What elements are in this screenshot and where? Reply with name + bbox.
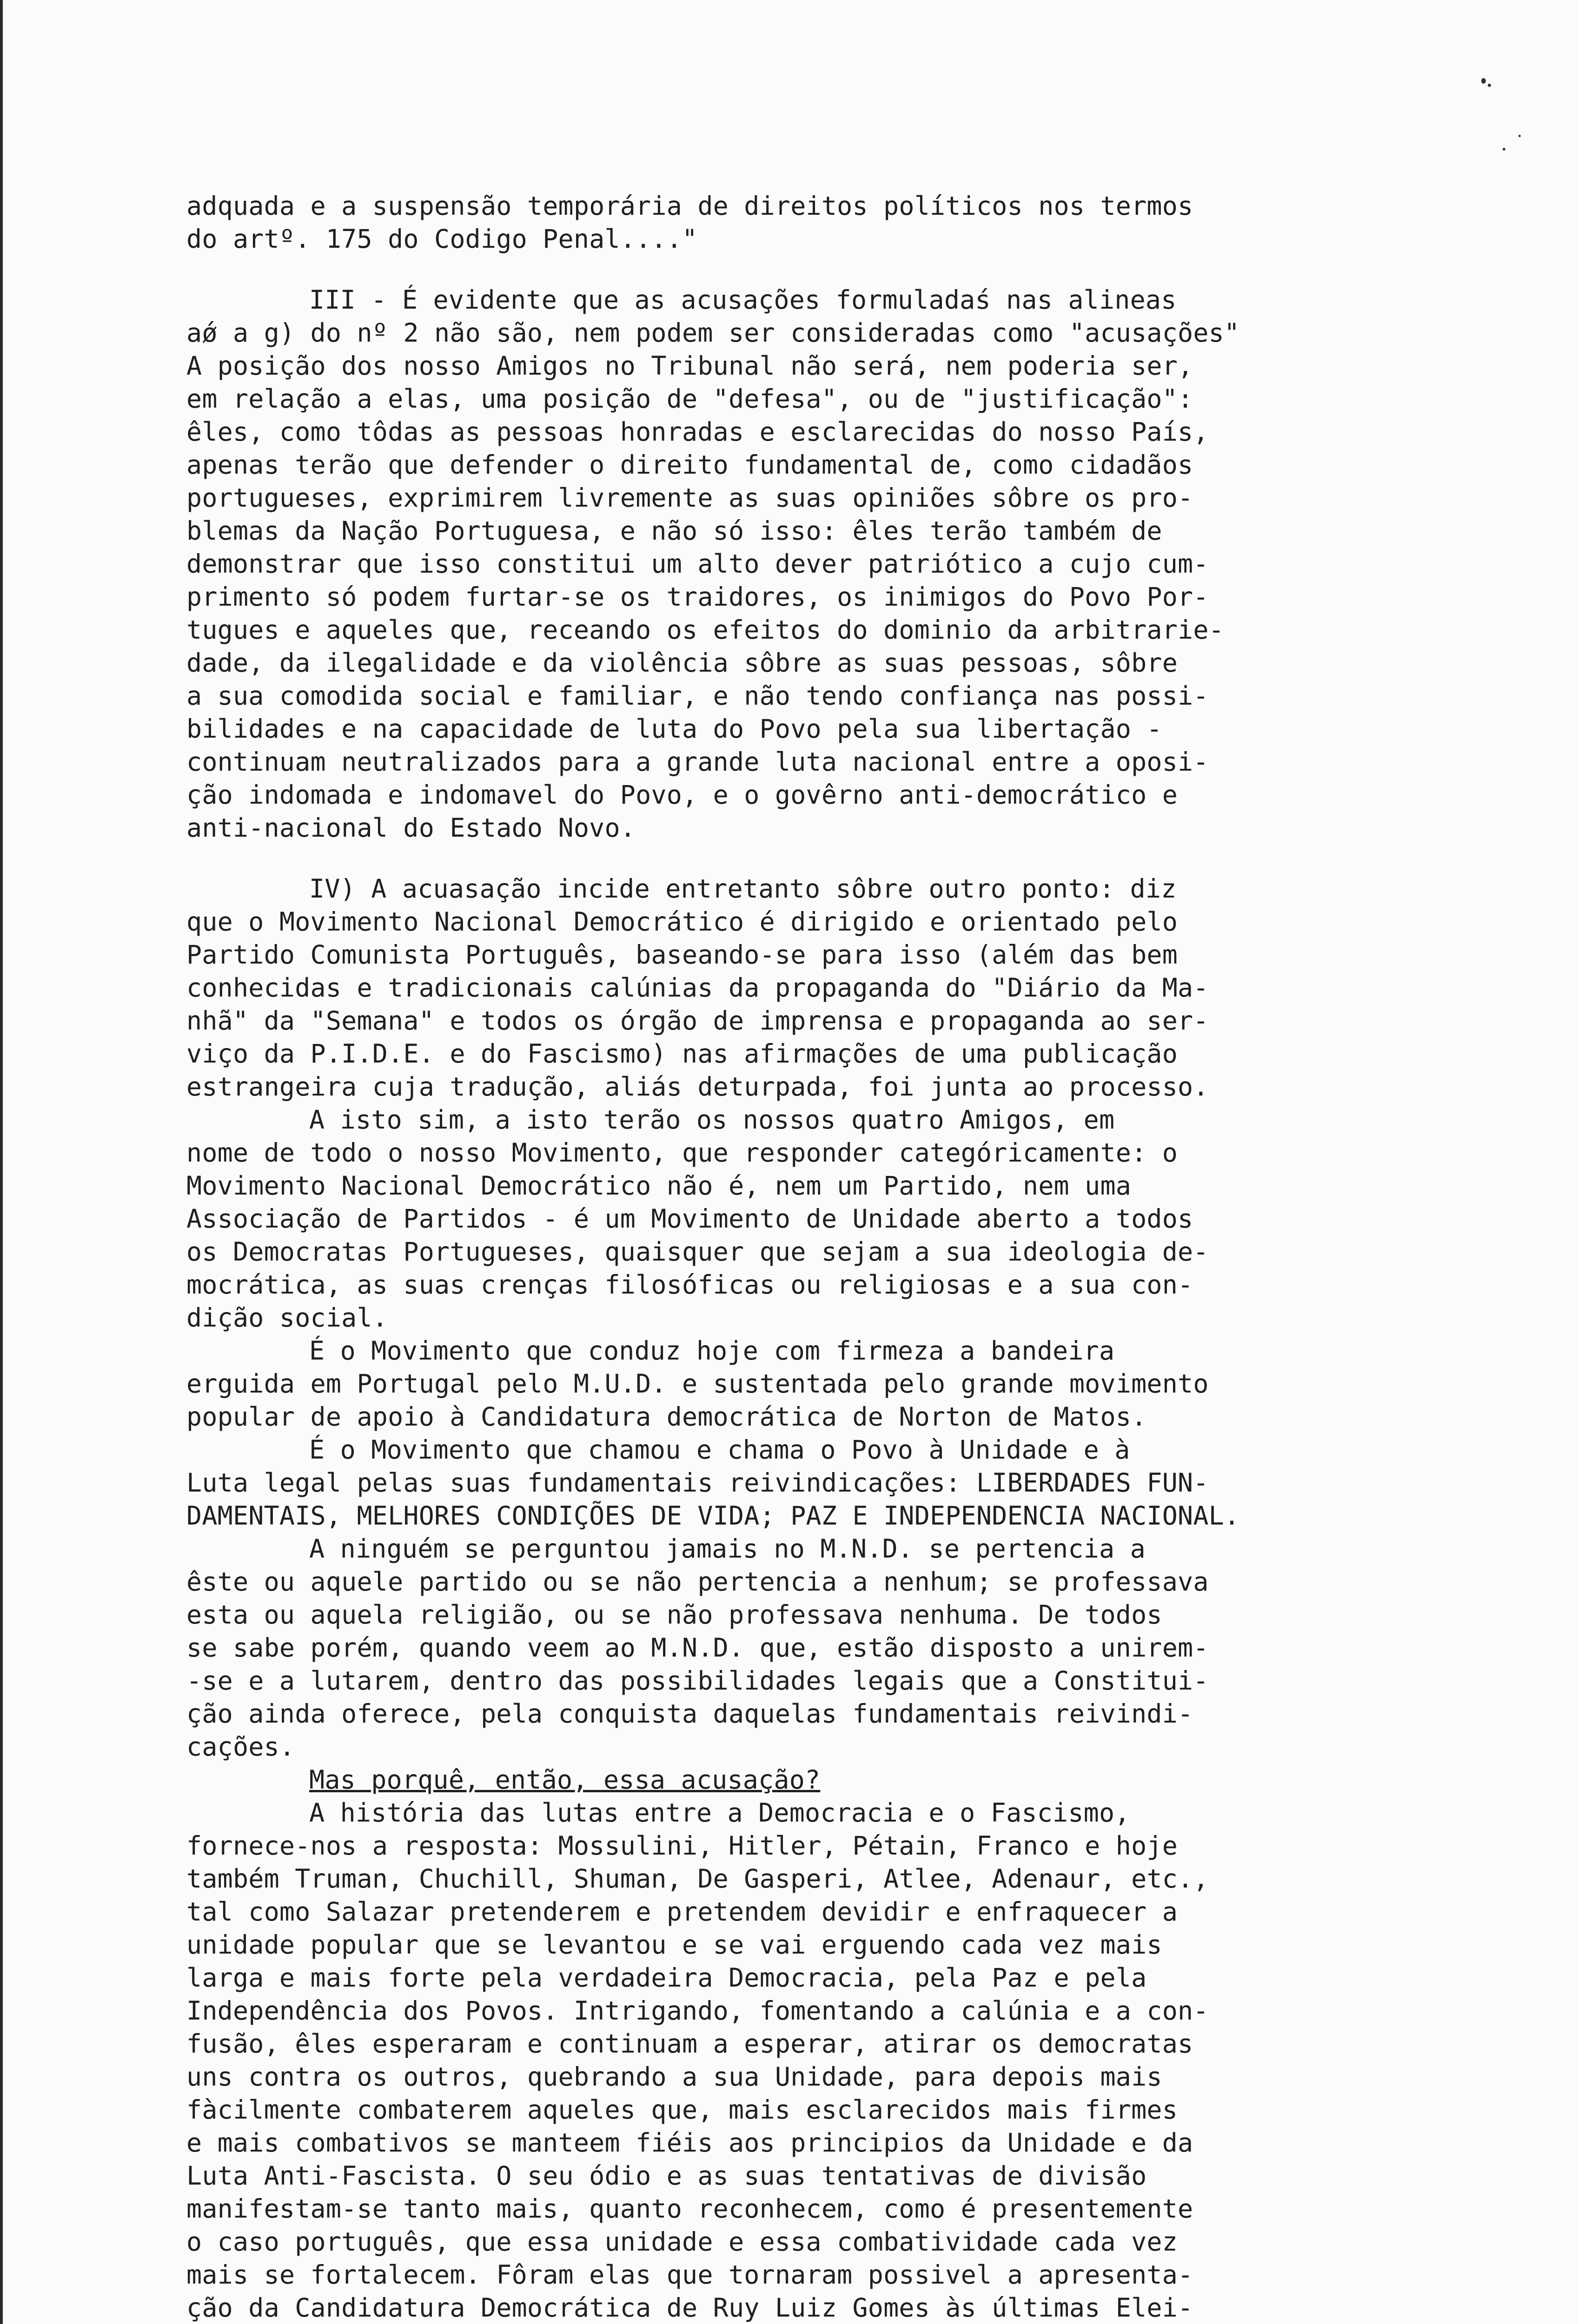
text-line: e mais combativos se manteem fiéis aos principios da Unidade e da (186, 2128, 1193, 2158)
text-line: A ninguém se perguntou jamais no M.N.D. se pertencia a (309, 1534, 1146, 1564)
text-line: mocrática, as suas crenças filosóficas ou religiosas e a sua con- (186, 1270, 1193, 1300)
text-line: Luta legal pelas suas fundamentais reivindicações: LIBERDADES FUN- (186, 1468, 1209, 1498)
text-line: o caso português, que essa unidade e essa combatividade cada vez (186, 2227, 1178, 2257)
text-line: DAMENTAIS, MELHORES CONDIÇÕES DE VIDA; PAZ E INDEPENDENCIA NACIONAL. (186, 1501, 1240, 1531)
text-line: IV) A acuasação incide entretanto sôbre outro ponto: diz (309, 874, 1177, 904)
text-line: nhã" da "Semana" e todos os órgão de imprensa e propaganda ao ser- (186, 1006, 1209, 1036)
text-line: dição social. (186, 1303, 388, 1333)
text-line: êles, como tôdas as pessoas honradas e esclarecidas do nosso País, (186, 417, 1209, 447)
text-line: em relação a elas, uma posição de "defesa", ou de "justificação": (186, 384, 1193, 414)
text-line: Luta Anti-Fascista. O seu ódio e as suas tentativas de divisão (186, 2161, 1147, 2191)
paper-mark (1518, 135, 1521, 137)
text-line: viço da P.I.D.E. e do Fascismo) nas afirmações de uma publicação (186, 1039, 1178, 1069)
paragraph-gap (186, 256, 1488, 284)
text-line: larga e mais forte pela verdadeira Democracia, pela Paz e pela (186, 1963, 1147, 1993)
text-line: ção da Candidatura Democrática de Ruy Luiz Gomes às últimas Elei- (186, 2293, 1193, 2323)
text-line: primento só podem furtar-se os traidores, os inimigos do Povo Por- (186, 582, 1209, 612)
text-line: anti-nacional do Estado Novo. (186, 813, 636, 843)
text-line: popular de apoio à Candidatura democrática de Norton de Matos. (186, 1402, 1147, 1432)
text-line: uns contra os outros, quebrando a sua Unidade, para depois mais (186, 2062, 1162, 2092)
text-line: dade, da ilegalidade e da violência sôbre as suas pessoas, sôbre (186, 648, 1178, 678)
text-line: bilidades e na capacidade de luta do Povo pela sua libertação - (186, 714, 1162, 744)
text-line: êste ou aquele partido ou se não pertencia a nenhum; se professava (186, 1567, 1209, 1597)
text-line: É o Movimento que conduz hoje com firmeza a bandeira (309, 1336, 1115, 1366)
text-line: Independência dos Povos. Intrigando, fomentando a calúnia e a con- (186, 1996, 1209, 2026)
text-line: -se e a lutarem, dentro das possibilidades legais que a Constitui- (186, 1666, 1209, 1696)
text-line: adquada e a suspensão temporária de direitos políticos nos termos (186, 191, 1193, 221)
text-line: tal como Salazar pretenderem e pretendem devidir e enfraquecer a (186, 1897, 1178, 1927)
text-line: mais se fortalecem. Fôram elas que tornaram possivel a apresenta- (186, 2260, 1193, 2290)
text-line: A posição dos nosso Amigos no Tribunal não será, nem poderia ser, (186, 351, 1193, 381)
text-line: tugues e aqueles que, receando os efeitos do dominio da arbitrarie- (186, 615, 1224, 645)
text-line: Partido Comunista Português, baseando-se para isso (além das bem (186, 940, 1178, 970)
paper-mark (1503, 148, 1505, 151)
text-line: também Truman, Chuchill, Shuman, De Gasperi, Atlee, Adenaur, etc., (186, 1864, 1209, 1894)
typed-document-text (186, 190, 1488, 2324)
text-line: os Democratas Portugueses, quaisquer que sejam a sua ideologia de- (186, 1237, 1209, 1267)
text-line: nome de todo o nosso Movimento, que responder categóricamente: o (186, 1138, 1178, 1168)
text-line: É o Movimento que chamou e chama o Povo à Unidade e à (309, 1435, 1130, 1465)
text-line: A isto sim, a isto terão os nossos quatro Amigos, em (309, 1105, 1115, 1135)
text-line: conhecidas e tradicionais calúnias da propaganda do "Diário da Ma- (186, 973, 1209, 1003)
text-line: fusão, êles esperaram e continuam a esperar, atirar os democratas (186, 2029, 1193, 2059)
text-line: cações. (186, 1732, 295, 1762)
text-line: estrangeira cuja tradução, aliás deturpada, foi junta ao processo. (186, 1072, 1209, 1102)
text-line: portugueses, exprimirem livremente as suas opiniões sôbre os pro- (186, 483, 1193, 513)
text-line: apenas terão que defender o direito fundamental de, como cidadãos (186, 450, 1193, 480)
text-line: esta ou aquela religião, ou se não professava nenhuma. De todos (186, 1600, 1162, 1630)
text-line: ção indomada e indomavel do Povo, e o govêrno anti-democrático e (186, 780, 1178, 810)
text-line: A história das lutas entre a Democracia e o Fascismo, (309, 1798, 1130, 1828)
text-line: manifestam-se tanto mais, quanto reconhecem, como é presentemente (186, 2194, 1193, 2224)
text-line: se sabe porém, quando veem ao M.N.D. que, estão disposto a unirem- (186, 1633, 1209, 1663)
text-line: a sua comodida social e familiar, e não tendo confiança nas possi- (186, 681, 1209, 711)
text-line: que o Movimento Nacional Democrático é dirigido e orientado pelo (186, 907, 1178, 937)
text-line: Mas porquê, então, essa acusação? (309, 1765, 821, 1795)
paper-mark (1488, 84, 1491, 87)
text-line: Associação de Partidos - é um Movimento de Unidade aberto a todos (186, 1204, 1193, 1234)
paper-mark (1481, 78, 1486, 84)
text-line: unidade popular que se levantou e se vai erguendo cada vez mais (186, 1930, 1162, 1960)
text-line: fàcilmente combaterem aqueles que, mais esclarecidos mais firmes (186, 2095, 1178, 2125)
paragraph-gap (186, 845, 1488, 872)
text-line: erguida em Portugal pelo M.U.D. e sustentada pelo grande movimento (186, 1369, 1209, 1399)
text-line: Movimento Nacional Democrático não é, nem um Partido, nem uma (186, 1171, 1132, 1201)
text-line: demonstrar que isso constitui um alto dever patriótico a cujo cum- (186, 549, 1209, 579)
text-line: aǿ a g) do nº 2 não são, nem podem ser consideradas como "acusações" (186, 318, 1240, 348)
text-line: do artº. 175 do Codigo Penal...." (186, 224, 698, 254)
text-line: blemas da Nação Portuguesa, e não só isso: êles terão também de (186, 516, 1162, 546)
text-line: ção ainda oferece, pela conquista daquelas fundamentais reivindi- (186, 1699, 1193, 1729)
text-line: III - É evidente que as acusações formuladaś nas alineas (309, 285, 1177, 315)
text-line: fornece-nos a resposta: Mossulini, Hitler, Pétain, Franco e hoje (186, 1831, 1178, 1861)
text-line: continuam neutralizados para a grande luta nacional entre a oposi- (186, 747, 1209, 777)
